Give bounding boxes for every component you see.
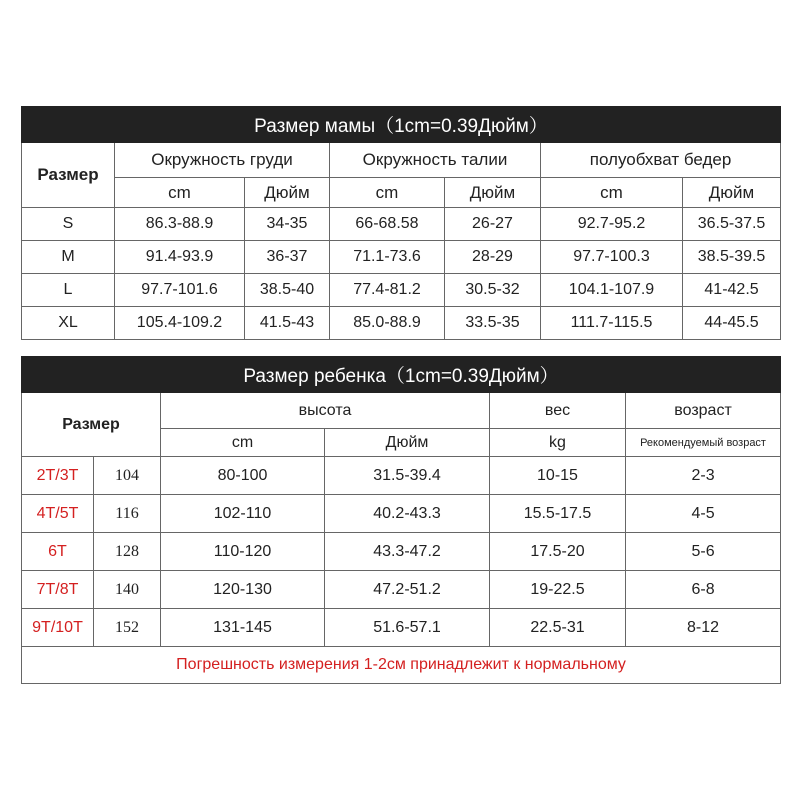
table-row — [22, 457, 781, 495]
table-row — [22, 495, 781, 533]
value-cell: 85.0-88.9 — [330, 307, 445, 340]
unit-kg: kg — [490, 429, 626, 457]
size-cell: S — [22, 208, 115, 241]
value-cell: 10-15 — [490, 457, 626, 495]
unit-inch: Дюйм — [245, 178, 330, 208]
value-cell: 33.5-35 — [445, 307, 541, 340]
size-cell: M — [22, 241, 115, 274]
value-cell: 8-12 — [626, 609, 781, 647]
child-table-title: Размер ребенка（1cm=0.39Дюйм） — [22, 357, 781, 393]
mother-size-table — [21, 106, 781, 340]
size-cell: L — [22, 274, 115, 307]
value-cell: 105.4-109.2 — [115, 307, 245, 340]
child-size-table — [21, 356, 781, 684]
mother-table-title: Размер мамы（1cm=0.39Дюйм） — [22, 107, 781, 143]
value-cell: 91.4-93.9 — [115, 241, 245, 274]
value-cell: 51.6-57.1 — [325, 609, 490, 647]
value-cell: 2-3 — [626, 457, 781, 495]
measurement-note: Погрешность измерения 1-2см принадлежит к нормальному — [22, 647, 781, 684]
value-cell: 102-110 — [161, 495, 325, 533]
table-row — [22, 571, 781, 609]
value-cell: 110-120 — [161, 533, 325, 571]
waist-header: Окружность талии — [330, 143, 541, 178]
unit-recommended-age: Рекомендуемый возраст — [626, 429, 781, 457]
table-row — [22, 274, 781, 307]
value-cell: 26-27 — [445, 208, 541, 241]
table-row — [22, 533, 781, 571]
weight-header: вес — [490, 393, 626, 429]
value-cell: 104.1-107.9 — [541, 274, 683, 307]
unit-cm: cm — [330, 178, 445, 208]
unit-cm: cm — [115, 178, 245, 208]
unit-cm: cm — [161, 429, 325, 457]
value-cell: 86.3-88.9 — [115, 208, 245, 241]
value-cell: 22.5-31 — [490, 609, 626, 647]
age-header: возраст — [626, 393, 781, 429]
size-cell: XL — [22, 307, 115, 340]
value-cell: 47.2-51.2 — [325, 571, 490, 609]
value-cell: 30.5-32 — [445, 274, 541, 307]
value-cell: 6-8 — [626, 571, 781, 609]
size-cell: 4T/5T — [22, 495, 94, 533]
value-cell: 120-130 — [161, 571, 325, 609]
value-cell: 40.2-43.3 — [325, 495, 490, 533]
value-cell: 41-42.5 — [683, 274, 781, 307]
hip-header: полуобхват бедер — [541, 143, 781, 178]
value-cell: 71.1-73.6 — [330, 241, 445, 274]
size-cell: 6T — [22, 533, 94, 571]
unit-inch: Дюйм — [445, 178, 541, 208]
table-row — [22, 241, 781, 274]
unit-cm: cm — [541, 178, 683, 208]
table-row — [22, 609, 781, 647]
table-row — [22, 208, 781, 241]
value-cell: 31.5-39.4 — [325, 457, 490, 495]
value-cell: 17.5-20 — [490, 533, 626, 571]
size-cm-cell: 116 — [94, 495, 161, 533]
size-cell: 9T/10T — [22, 609, 94, 647]
size-cm-cell: 128 — [94, 533, 161, 571]
value-cell: 19-22.5 — [490, 571, 626, 609]
value-cell: 92.7-95.2 — [541, 208, 683, 241]
size-cm-cell: 152 — [94, 609, 161, 647]
size-cell: 7T/8T — [22, 571, 94, 609]
size-cm-cell: 140 — [94, 571, 161, 609]
value-cell: 38.5-40 — [245, 274, 330, 307]
value-cell: 28-29 — [445, 241, 541, 274]
value-cell: 36-37 — [245, 241, 330, 274]
size-header: Размер — [22, 143, 115, 208]
height-header: высота — [161, 393, 490, 429]
table-row — [22, 307, 781, 340]
value-cell: 41.5-43 — [245, 307, 330, 340]
value-cell: 131-145 — [161, 609, 325, 647]
value-cell: 34-35 — [245, 208, 330, 241]
value-cell: 38.5-39.5 — [683, 241, 781, 274]
value-cell: 111.7-115.5 — [541, 307, 683, 340]
size-cell: 2T/3T — [22, 457, 94, 495]
value-cell: 5-6 — [626, 533, 781, 571]
value-cell: 97.7-101.6 — [115, 274, 245, 307]
value-cell: 43.3-47.2 — [325, 533, 490, 571]
value-cell: 77.4-81.2 — [330, 274, 445, 307]
size-header: Размер — [22, 393, 161, 457]
value-cell: 44-45.5 — [683, 307, 781, 340]
size-cm-cell: 104 — [94, 457, 161, 495]
unit-inch: Дюйм — [683, 178, 781, 208]
value-cell: 4-5 — [626, 495, 781, 533]
value-cell: 36.5-37.5 — [683, 208, 781, 241]
chest-header: Окружность груди — [115, 143, 330, 178]
value-cell: 66-68.58 — [330, 208, 445, 241]
value-cell: 97.7-100.3 — [541, 241, 683, 274]
value-cell: 80-100 — [161, 457, 325, 495]
unit-inch: Дюйм — [325, 429, 490, 457]
value-cell: 15.5-17.5 — [490, 495, 626, 533]
